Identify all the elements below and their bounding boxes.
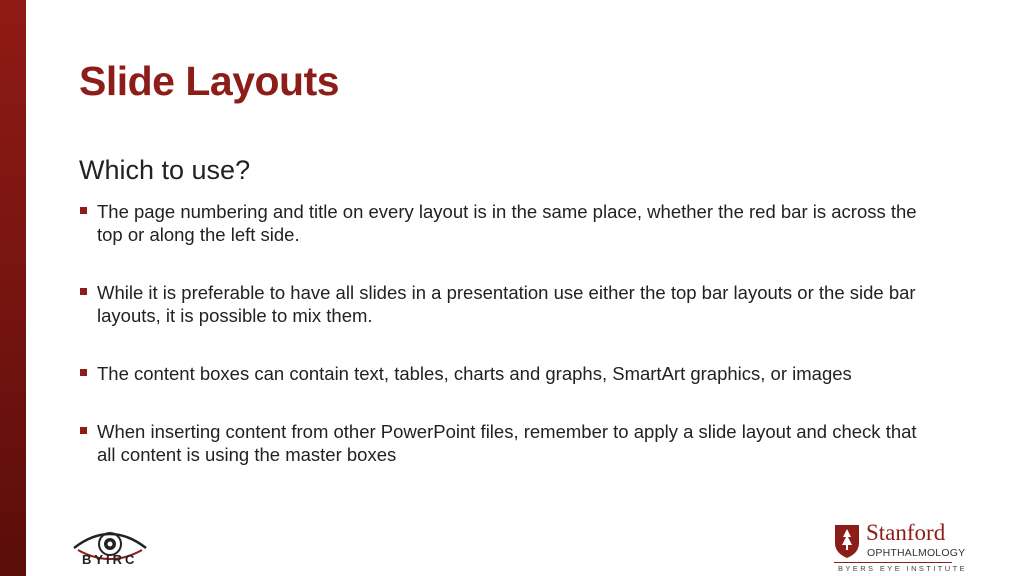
square-bullet-icon xyxy=(80,288,87,295)
bullet-text: When inserting content from other PowerPoint files, remember to apply a slide layout and check that all content is using the master boxes xyxy=(97,421,917,465)
byirc-logo-text: BYIRC xyxy=(82,552,138,567)
department-label: OPHTHALMOLOGY xyxy=(867,547,966,559)
institute-label: BYERS EYE INSTITUTE xyxy=(838,564,967,573)
bullet-text: While it is preferable to have all slides in a presentation use either the top bar layouts or the side bar layouts, it is possible to mix them. xyxy=(97,282,916,326)
side-accent-bar xyxy=(0,0,26,576)
square-bullet-icon xyxy=(80,427,87,434)
slide-title: Slide Layouts xyxy=(79,58,340,104)
slide-subheading: Which to use? xyxy=(79,155,251,185)
stanford-shield-icon xyxy=(833,523,861,559)
stanford-wordmark: Stanford xyxy=(866,520,946,545)
bullet-item xyxy=(79,200,939,246)
bullet-text: The page numbering and title on every layout is in the same place, whether the red bar is across the top or along the left side. xyxy=(97,201,917,245)
bullet-list xyxy=(79,200,939,466)
bullet-item xyxy=(79,362,939,385)
bullet-item xyxy=(79,420,939,466)
square-bullet-icon xyxy=(80,369,87,376)
bullet-text: The content boxes can contain text, tables, charts and graphs, SmartArt graphics, or images xyxy=(97,363,852,384)
bullet-item xyxy=(79,281,939,327)
square-bullet-icon xyxy=(80,207,87,214)
logo-divider xyxy=(834,562,952,563)
